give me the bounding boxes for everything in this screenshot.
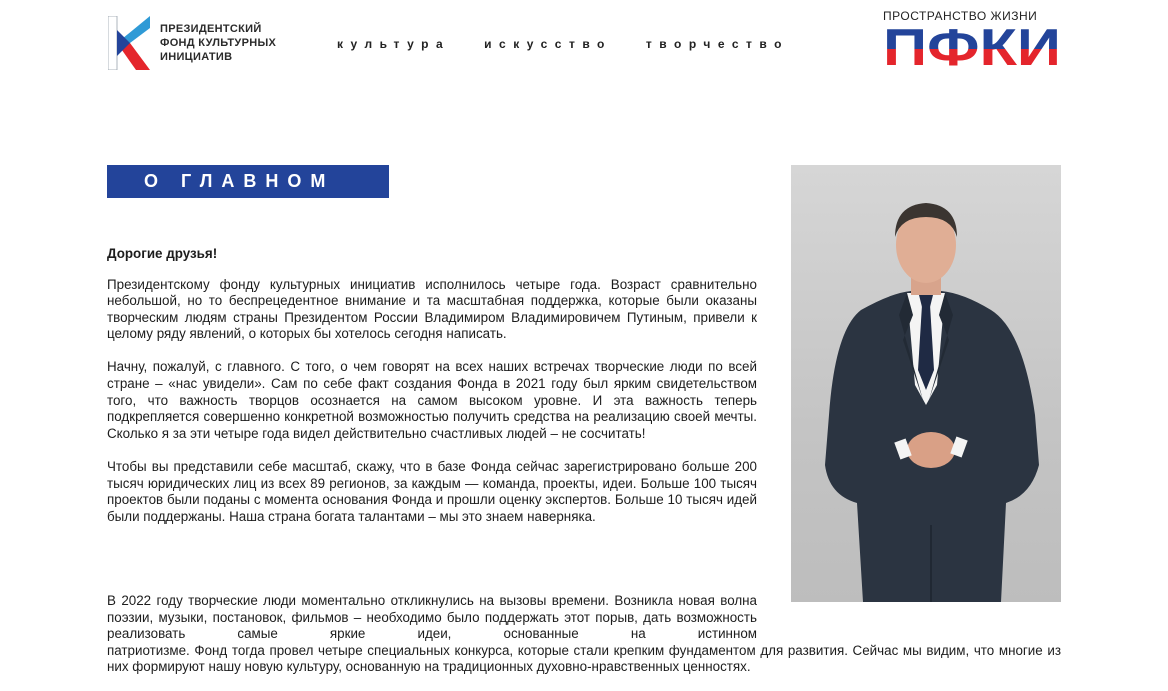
brand-name: ПФКИ	[883, 23, 1061, 69]
logo-line-1: ПРЕЗИДЕНТСКИЙ	[160, 23, 262, 35]
main-nav	[337, 37, 789, 51]
article-paragraph-3: Чтобы вы представили себе масштаб, скажу, что в базе Фонда сейчас зарегистрировано больше 200 тысяч юридических лиц из всех 89 регионов, за каждым — команда, проекты, идеи. Больше 100 тысяч проектов были поданы с момента основания Фонда и прошли оценку экспертов. Больше 10 тысяч идей были поддержаны. Наша страна богата талантами – мы это знаем наверняка.	[107, 458, 757, 524]
brand-tagline: ПРОСТРАНСТВО ЖИЗНИ	[883, 9, 1038, 23]
section-title: О ГЛАВНОМ	[107, 165, 389, 198]
article-paragraph-1: Президентскому фонду культурных инициатив исполнилось четыре года. Возраст сравнительно небольшой, но то беспрецедентное внимание и та масштабная поддержка, которые были оказаны творческим людям страны Президентом России Владимиром Владимировичем Путиным, привели к целому ряду явлений, о которых бы хотелось сегодня написать.	[107, 276, 757, 342]
article-paragraph-2: Начну, пожалуй, с главного. С того, о чем говорят на всех наших встречах творческие люди по всей стране – «нас увидели». Сам по себе факт создания Фонда в 2021 году был ярким свидетельством того, что важность творцов осознается на самом высоком уровне. И эта важность теперь подкрепляется совершенно конкретной возможностью получить средства на реализацию своей мечты. Сколько я за эти четыре года видел действительно счастливых людей – не сосчитать!	[107, 359, 757, 441]
article-body	[107, 246, 757, 542]
logo-text	[160, 22, 276, 64]
nav-item-art[interactable]: искусство	[484, 37, 612, 51]
brand-logo[interactable]	[883, 9, 1063, 69]
nav-item-culture[interactable]: культура	[337, 37, 451, 51]
article-paragraph-4-narrow: В 2022 году творческие люди моментально откликнулись на вызовы времени. Возникла новая волна поэзии, музыки, постановок, фильмов – необходимо было поддержать этот порыв, дать возможность реализовать самые яркие идеи, основанные на истинном	[107, 593, 757, 642]
article-greeting: Дорогие друзья!	[107, 246, 218, 261]
article-paragraph-4-wide: патриотизме. Фонд тогда провел четыре специальных конкурса, которые стали крепким фундаментом для развития. Сейчас мы видим, что многие из них формируют нашу новую культуру, основанную на традиционных духовно-нравственных ценностях.	[107, 642, 1061, 675]
pfki-logo[interactable]	[108, 15, 308, 71]
site-header	[0, 0, 1168, 90]
pfki-emblem-icon	[108, 16, 152, 70]
nav-item-creativity[interactable]: творчество	[645, 37, 789, 51]
portrait-photo	[791, 165, 1061, 602]
portrait-illustration	[791, 165, 1061, 602]
article-paragraph-4	[107, 593, 1061, 676]
brand-wordmark	[883, 23, 1063, 69]
logo-line-3: ИНИЦИАТИВ	[160, 51, 233, 63]
logo-line-2: ФОНД КУЛЬТУРНЫХ	[160, 37, 277, 49]
